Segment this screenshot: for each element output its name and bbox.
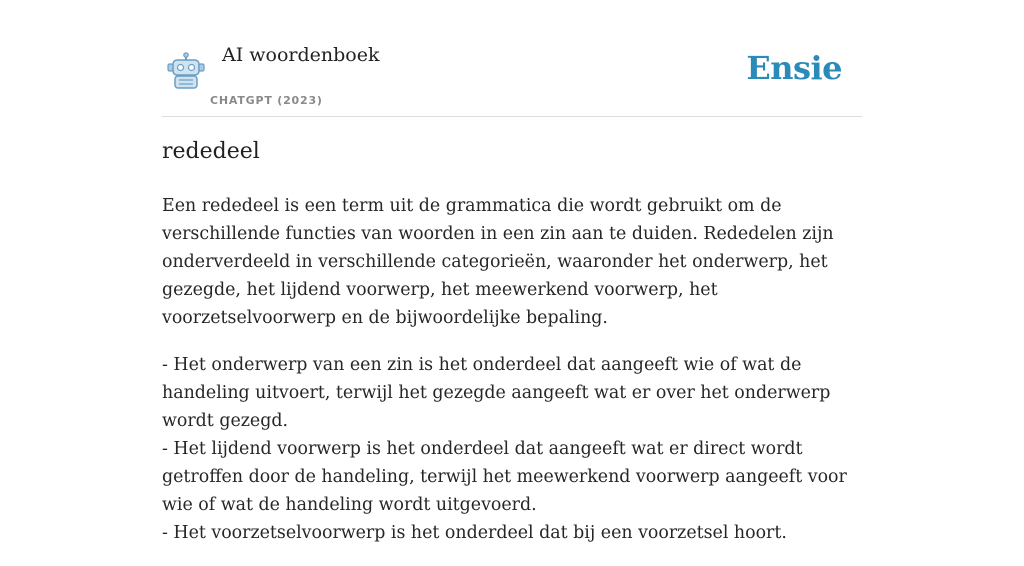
list-item: - Het onderwerp van een zin is het onderdeel dat aangeeft wie of wat de handeling uitvoert, terwijl het gezegde aangeeft wat er over het onderwerp wordt gezegd. xyxy=(162,355,831,431)
page xyxy=(162,0,862,543)
definition-paragraph: Een rededeel is een term uit de grammatica die wordt gebruikt om de verschillende functies van woorden in een zin aan te duiden. Rededelen zijn onderverdeeld in verschillende categorieën, waaronder het onderwerp, het gezegde, het lijdend voorwerp, het meewerkend voorwerp, het voorzetselvoorwerp en de bijwoordelijke bepaling. xyxy=(162,196,834,328)
definition-list xyxy=(162,351,866,547)
definition-text xyxy=(162,192,866,566)
robot-icon xyxy=(166,52,206,90)
source-meta: CHATGPT (2023) xyxy=(210,94,323,107)
ensie-logo[interactable]: Ensie xyxy=(746,49,842,87)
term-title: rededeel xyxy=(162,139,260,164)
list-item: - Het voorzetselvoorwerp is het onderdeel dat bij een voorzetsel hoort. xyxy=(162,523,787,543)
list-item: - Het lijdend voorwerp is het onderdeel dat aangeeft wat er direct wordt getroffen door de handeling, terwijl het meewerkend voorwerp aangeeft voor wie of wat de handeling wordt uitgevoerd. xyxy=(162,439,847,515)
source-name: AI woordenboek xyxy=(222,44,380,66)
source-header xyxy=(162,0,862,117)
